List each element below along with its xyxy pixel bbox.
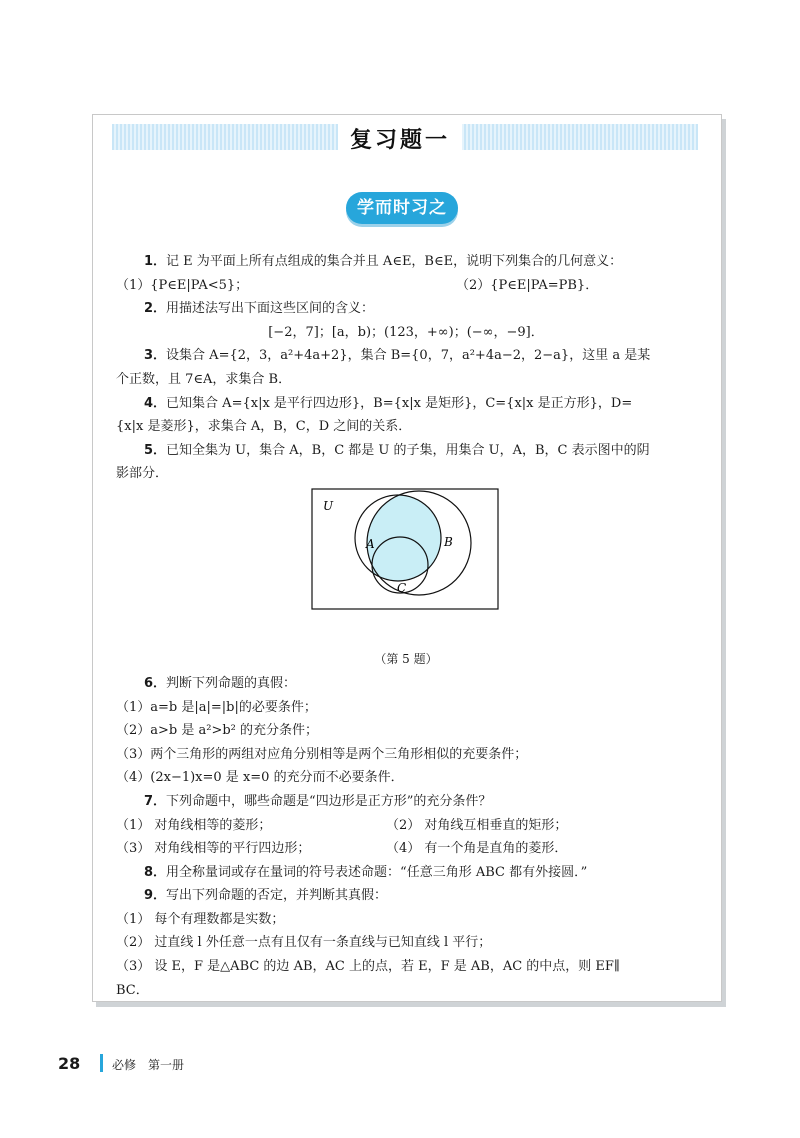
option-left: （1） 对角线相等的菱形；	[116, 817, 272, 833]
text-line	[116, 837, 696, 861]
option-left: （3） 对角线相等的平行四边形；	[116, 841, 311, 857]
text-line: {x|x 是菱形}，求集合 A，B，C，D 之间的关系．	[116, 419, 412, 435]
question-text: 用全称量词或存在量词的符号表述命题：“任意三角形 ABC 都有外接圆．”	[166, 864, 588, 880]
text-line	[116, 861, 696, 885]
question-text: 用描述法写出下面这些区间的含义：	[166, 301, 375, 317]
text-line: [−2，7]；[a，b)；(123，+∞)；(−∞，−9]．	[268, 324, 544, 340]
exercise-block-1	[116, 250, 696, 486]
question-number: 9．	[144, 888, 167, 904]
text-line: （2）a>b 是 a²>b² 的充分条件；	[116, 723, 319, 739]
question-number: 6．	[144, 675, 167, 691]
question-number: 4．	[144, 395, 167, 411]
text-line: 个正数，且 7∈A，求集合 B．	[116, 371, 292, 387]
text-line	[116, 790, 696, 814]
label-b: B	[444, 534, 453, 549]
text-line: BC．	[116, 982, 149, 998]
page-number: 28	[58, 1054, 81, 1073]
question-number: 8．	[144, 864, 167, 880]
question-text: 已知全集为 U，集合 A，B，C 都是 U 的子集，用集合 U，A，B，C 表示图中的阴	[166, 442, 650, 458]
option-right: （2） 对角线互相垂直的矩形；	[386, 817, 568, 833]
text-line: （4）(2x−1)x=0 是 x=0 的充分而不必要条件．	[116, 770, 404, 786]
text-line	[116, 814, 696, 838]
question-text: 设集合 A={2，3，a²+4a+2}，集合 B={0，7，a²+4a−2，2−a}，这里 a 是某	[166, 348, 651, 364]
section-badge: 学而时习之	[346, 192, 458, 224]
text-line: 影部分．	[116, 466, 169, 482]
text-line	[116, 392, 696, 416]
text-line	[116, 884, 696, 908]
question-text: 判断下列命题的真假：	[166, 675, 297, 691]
question-number: 1．	[144, 254, 167, 269]
option-left: （1）{P∈E|PA<5}；	[116, 277, 249, 293]
question-number: 7．	[144, 793, 167, 809]
text-line	[116, 344, 696, 368]
text-line	[116, 274, 696, 298]
question-text: 记 E 为平面上所有点组成的集合并且 A∈E，B∈E，说明下列集合的几何意义：	[166, 254, 623, 269]
question-text: 写出下列命题的否定，并判断其真假：	[166, 888, 388, 904]
option-right: （4） 有一个角是直角的菱形．	[386, 841, 568, 857]
text-line	[116, 250, 696, 274]
text-line: （1）a=b 是|a|=|b|的必要条件；	[116, 699, 317, 715]
exercise-block-2	[116, 672, 696, 1002]
page-title	[0, 123, 800, 154]
book-name: 必修 第一册	[112, 1058, 185, 1072]
label-u: U	[323, 498, 334, 513]
exercise-content	[116, 250, 696, 1002]
question-number: 5．	[144, 442, 167, 458]
question-text: 下列命题中，哪些命题是“四边形是正方形”的充分条件？	[166, 793, 492, 809]
text-line	[116, 297, 696, 321]
page-title-text: 复习题一	[338, 123, 462, 154]
venn-diagram	[311, 488, 501, 612]
question-number: 3．	[144, 348, 167, 364]
option-right: （2）{P∈E|PA=PB}．	[456, 277, 599, 293]
text-line: （3） 设 E，F 是△ABC 的边 AB，AC 上的点，若 E，F 是 AB，AC 的中点，则 EF∥	[116, 959, 620, 975]
label-a: A	[366, 536, 375, 551]
text-line	[116, 439, 696, 463]
text-line: （3）两个三角形的两组对应角分别相等是两个三角形相似的充要条件；	[116, 746, 528, 762]
text-line	[116, 672, 696, 696]
figure-caption: （第 5 题）	[374, 651, 438, 666]
question-text: 已知集合 A={x|x 是平行四边形}，B={x|x 是矩形}，C={x|x 是正方形}，D=	[166, 395, 633, 411]
text-line: （1） 每个有理数都是实数；	[116, 911, 285, 927]
text-line: （2） 过直线 l 外任意一点有且仅有一条直线与已知直线 l 平行；	[116, 935, 492, 951]
question-number: 2．	[144, 301, 167, 317]
footer-accent-bar	[100, 1054, 103, 1072]
venn-figure	[116, 486, 696, 646]
label-c: C	[397, 580, 407, 595]
